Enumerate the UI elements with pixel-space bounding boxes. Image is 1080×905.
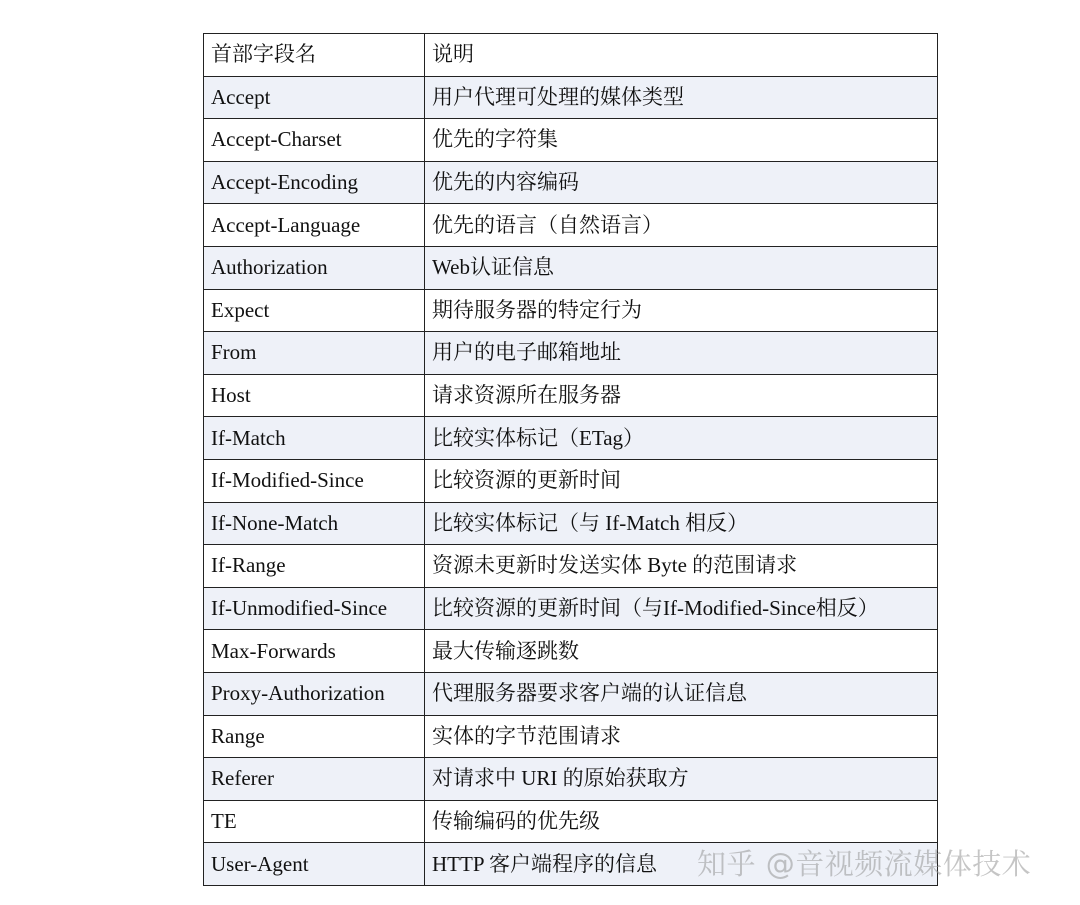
table-row xyxy=(204,332,938,375)
table-row xyxy=(204,119,938,162)
description-cell: 优先的语言（自然语言） xyxy=(425,204,938,247)
field-name-cell: Host xyxy=(204,374,425,417)
table-header-row xyxy=(204,34,938,77)
field-name-cell: Authorization xyxy=(204,246,425,289)
table-row xyxy=(204,374,938,417)
table-row xyxy=(204,204,938,247)
field-name-cell: Proxy-Authorization xyxy=(204,672,425,715)
description-cell: 优先的字符集 xyxy=(425,119,938,162)
table-row xyxy=(204,715,938,758)
field-name-cell: Expect xyxy=(204,289,425,332)
table-row xyxy=(204,289,938,332)
request-header-fields-table xyxy=(203,33,938,886)
field-name-cell: Referer xyxy=(204,758,425,801)
field-name-cell: If-Range xyxy=(204,545,425,588)
field-name-cell: If-Modified-Since xyxy=(204,459,425,502)
description-cell: 传输编码的优先级 xyxy=(425,800,938,843)
description-cell: 期待服务器的特定行为 xyxy=(425,289,938,332)
field-name-cell: If-Match xyxy=(204,417,425,460)
description-cell: 实体的字节范围请求 xyxy=(425,715,938,758)
table-row xyxy=(204,459,938,502)
field-name-cell: If-None-Match xyxy=(204,502,425,545)
field-name-cell: Accept xyxy=(204,76,425,119)
field-name-cell: TE xyxy=(204,800,425,843)
table-row xyxy=(204,758,938,801)
description-cell: 资源未更新时发送实体 Byte 的范围请求 xyxy=(425,545,938,588)
table-row xyxy=(204,417,938,460)
description-cell: 请求资源所在服务器 xyxy=(425,374,938,417)
table-row xyxy=(204,76,938,119)
table-row xyxy=(204,800,938,843)
table-row xyxy=(204,672,938,715)
description-cell: 用户代理可处理的媒体类型 xyxy=(425,76,938,119)
description-cell: 对请求中 URI 的原始获取方 xyxy=(425,758,938,801)
table-row xyxy=(204,630,938,673)
field-name-cell: Accept-Encoding xyxy=(204,161,425,204)
field-name-cell: If-Unmodified-Since xyxy=(204,587,425,630)
table-row xyxy=(204,246,938,289)
description-cell: HTTP 客户端程序的信息 xyxy=(425,843,938,886)
description-cell: 比较资源的更新时间 xyxy=(425,459,938,502)
field-name-cell: From xyxy=(204,332,425,375)
header-description: 说明 xyxy=(425,34,938,77)
field-name-cell: Accept-Charset xyxy=(204,119,425,162)
table-row xyxy=(204,502,938,545)
description-cell: 用户的电子邮箱地址 xyxy=(425,332,938,375)
description-cell: 比较实体标记（与 If-Match 相反） xyxy=(425,502,938,545)
table-row xyxy=(204,587,938,630)
description-cell: 比较资源的更新时间（与If-Modified-Since相反） xyxy=(425,587,938,630)
table-row xyxy=(204,161,938,204)
table-row xyxy=(204,545,938,588)
header-field-name: 首部字段名 xyxy=(204,34,425,77)
field-name-cell: Max-Forwards xyxy=(204,630,425,673)
description-cell: Web认证信息 xyxy=(425,246,938,289)
description-cell: 代理服务器要求客户端的认证信息 xyxy=(425,672,938,715)
zhihu-watermark: 知乎 @音视频流媒体技术 xyxy=(697,847,1032,881)
description-cell: 优先的内容编码 xyxy=(425,161,938,204)
field-name-cell: User-Agent xyxy=(204,843,425,886)
description-cell: 最大传输逐跳数 xyxy=(425,630,938,673)
field-name-cell: Range xyxy=(204,715,425,758)
field-name-cell: Accept-Language xyxy=(204,204,425,247)
description-cell: 比较实体标记（ETag） xyxy=(425,417,938,460)
